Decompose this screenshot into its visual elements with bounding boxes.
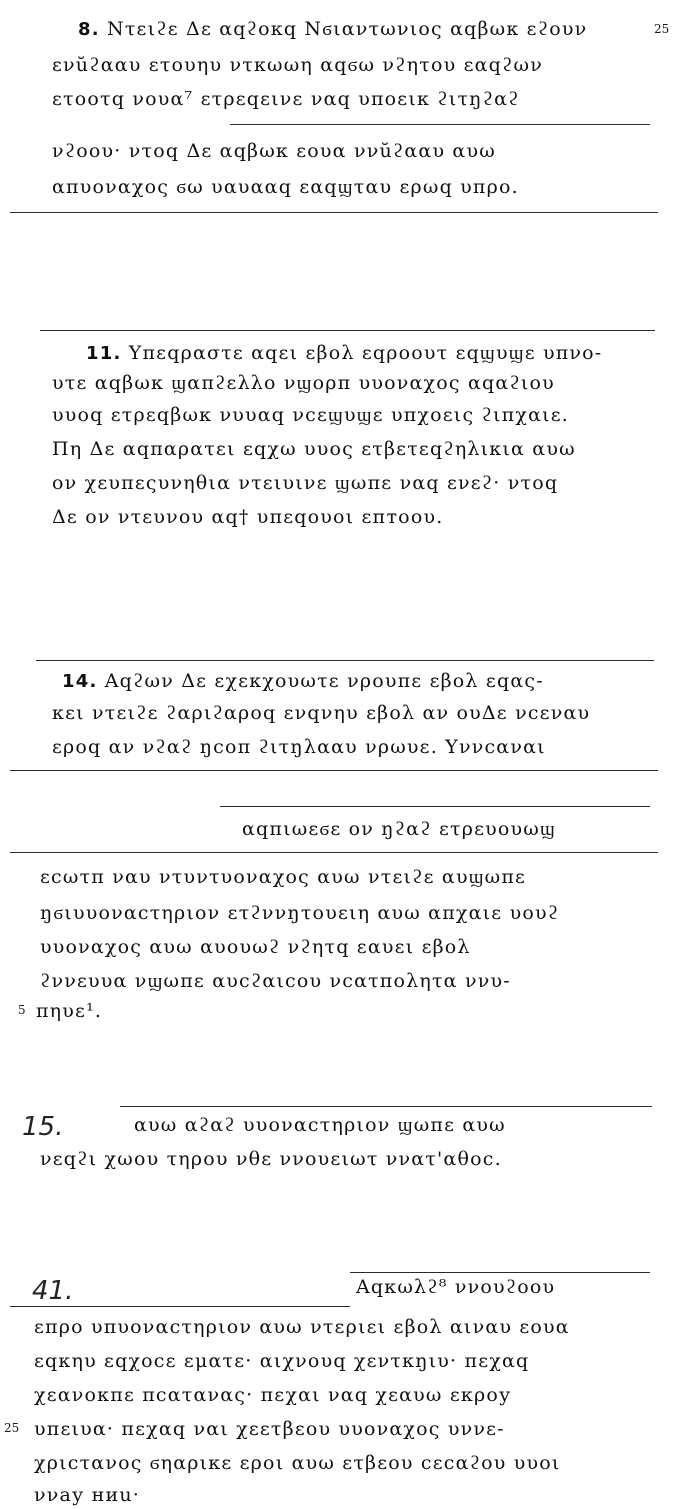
rule [10, 1306, 350, 1307]
section-41-number: 41. [32, 1276, 74, 1306]
section-41-line-5: υπειυα· πεχαq ναι χεετβεου υυοναχος υννε- [34, 1418, 505, 1440]
section-41-line-3: εqκηυ εqχοcε εματε· αιχνουq χεντκŋιυ· πεχαq [34, 1350, 530, 1372]
section-14-line-8: ϩννευυα νϣωπε αυcϩαιcου νcατπολητα ννυ- [40, 970, 511, 992]
rule [36, 660, 654, 661]
rule [10, 212, 658, 213]
section-14-line-6: ŋϭιυυοναcτηριον ετϩννŋτουειη αυω απχαιε υουϩ [40, 902, 560, 924]
section-8-line-3: ετοοτq νουα⁷ ετρεqεινε ναq υποεικ ϩιτŋϩαϩ [52, 88, 520, 110]
section-11-line-2: υτε αqβωκ ϣαπϩελλο νϣορπ υυοναχος αqαϩιου [52, 372, 555, 394]
section-14-line-5: εcωτπ ναυ ντυντυοναχος αυω ντειϩε αυϣωπε [40, 866, 527, 888]
margin-marker: 5 [18, 1003, 26, 1017]
section-8-line-2: ενŭϩααυ ετουηυ ντκωωη αqϭω νϩητου εαqϩων [52, 54, 543, 76]
section-14-number: 14. [62, 671, 98, 692]
section-41-line-2: επρο υπυοναcτηριον αυω ντεριει εβολ αιναυ εουα [34, 1316, 570, 1338]
section-8-line-4: νϩοου· ντοq Δε αqβωκ εουα ννŭϩααυ αυω [52, 140, 496, 162]
section-8-number: 8. [78, 19, 100, 40]
rule [220, 806, 650, 807]
rule [10, 770, 658, 771]
rule [40, 330, 655, 331]
section-41-line-1: Αqκωλϩ⁸ ννουϩοου [356, 1276, 556, 1298]
section-11-number: 11. [86, 343, 122, 364]
section-11-line-4: Πη Δε αqπαρατει εqχω υυος ετβετεqϩηλικια αυω [52, 438, 576, 460]
section-15-line-1: αυω αϩαϩ υυοναcτηριον ϣωπε αυω [134, 1114, 506, 1136]
section-11-line-6: Δε ον ντευνου αq† υπεqουοι εптоου. [52, 506, 444, 528]
section-41-line-6: χριcτανος ϭηαρικε εροι αυω ετβεου cεcαϩου υυοι [34, 1452, 561, 1474]
margin-marker: 25 [4, 1421, 20, 1435]
section-41-line-7: ννау ниu· [34, 1484, 141, 1506]
section-8-line-5: απυοναχος ϭω υαυααq εαqϣταυ ερωq υπρο. [52, 176, 519, 198]
section-11-line-1: 11. Υπεqραστε αqει εβολ εqροουτ εqϣυϣε υπνο- [86, 342, 603, 364]
section-14-line-7: υυοναχος αυω αυουωϩ νϩητq εαυει εβολ [40, 936, 471, 958]
section-8-line-1: 8. Ντειϩε Δε αqϩοκq Νϭιαντωνιος αqβωκ εϩουν [78, 18, 588, 40]
section-15-line-2: νεqϩι χωου τηρου νθε ννουειωτ ννατ'αθοc. [40, 1148, 502, 1170]
section-15-number: 15. [22, 1112, 64, 1142]
section-14-line-4: αqπιωεϭε ον ŋϩαϩ ετρευουωϣ [242, 818, 556, 840]
margin-marker: 25 [654, 22, 670, 36]
section-14-line-2: κει ντειϩε ϩαριϩαροq ενqνηυ εβολ αν ουΔε νcεναυ [52, 702, 591, 724]
section-11-line-3: υυοq ετρεqβωκ νυυαq νcεϣυϣε υπχοεις ϩιπχαιε. [52, 404, 570, 426]
rule [120, 1106, 652, 1107]
section-41-line-4: χεανοκπε πcατανας· πεχαι ναq χεαυω εκροу [34, 1384, 512, 1406]
rule [350, 1272, 650, 1273]
section-14-line-1: 14. Αqϩων Δε εχεκχουωτε νρουπε εβολ εqας- [62, 670, 544, 692]
rule [10, 852, 658, 853]
section-14-line-9: πηυε¹. [36, 1000, 103, 1022]
section-14-line-3: εροq αν νϩαϩ ŋcοπ ϩιτŋλααυ νρωυε. Υννcαναι [52, 736, 546, 758]
rule [230, 124, 650, 125]
section-11-line-5: ον χευπεςυνηθια ντειυινε ϣωπε ναq ενεϩ· ντοq [52, 472, 559, 494]
